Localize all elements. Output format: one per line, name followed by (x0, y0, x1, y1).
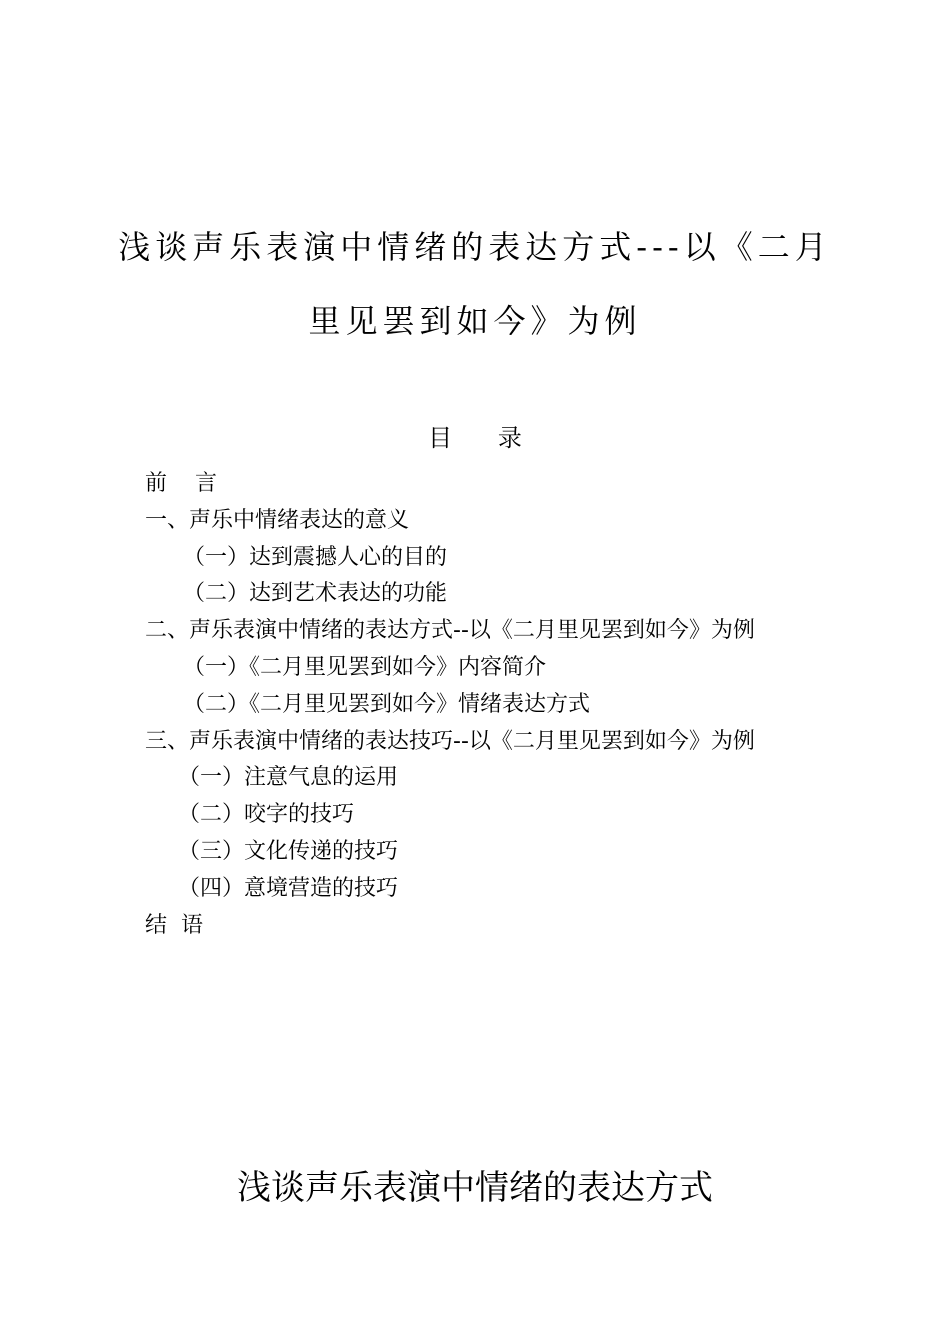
toc-item-chapter-3-2: （二）咬字的技巧 (178, 802, 355, 828)
toc-item-chapter-2-1: （一）《二月里见罢到如今》内容简介 (183, 654, 547, 680)
toc-item-chapter-2: 二、声乐表演中情绪的表达方式--以《二月里见罢到如今》为例 (145, 618, 755, 644)
toc-heading: 目 录 (428, 424, 522, 452)
toc-item-chapter-3-4: （四）意境营造的技巧 (178, 875, 399, 901)
toc-item-chapter-2-2: （二）《二月里见罢到如今》情绪表达方式 (183, 691, 591, 717)
document-title-line-1: 浅谈声乐表演中情绪的表达方式---以《二月 (118, 228, 832, 266)
table-of-contents (0, 466, 950, 944)
toc-item-chapter-3-3: （三）文化传递的技巧 (178, 838, 399, 864)
toc-item-conclusion: 结 语 (145, 912, 203, 938)
section-title: 浅谈声乐表演中情绪的表达方式 (237, 1168, 713, 1208)
toc-item-chapter-1: 一、声乐中情绪表达的意义 (145, 507, 410, 533)
toc-item-preface: 前 言 (145, 471, 217, 496)
toc-item-chapter-3-1: （一）注意气息的运用 (178, 765, 399, 791)
document-title-line-2: 里见罢到如今》为例 (308, 302, 642, 340)
toc-item-chapter-1-1: （一）达到震撼人心的目的 (183, 544, 448, 570)
toc-item-chapter-1-2: （二）达到艺术表达的功能 (183, 581, 448, 607)
toc-item-chapter-3: 三、声乐表演中情绪的表达技巧--以《二月里见罢到如今》为例 (145, 728, 755, 754)
